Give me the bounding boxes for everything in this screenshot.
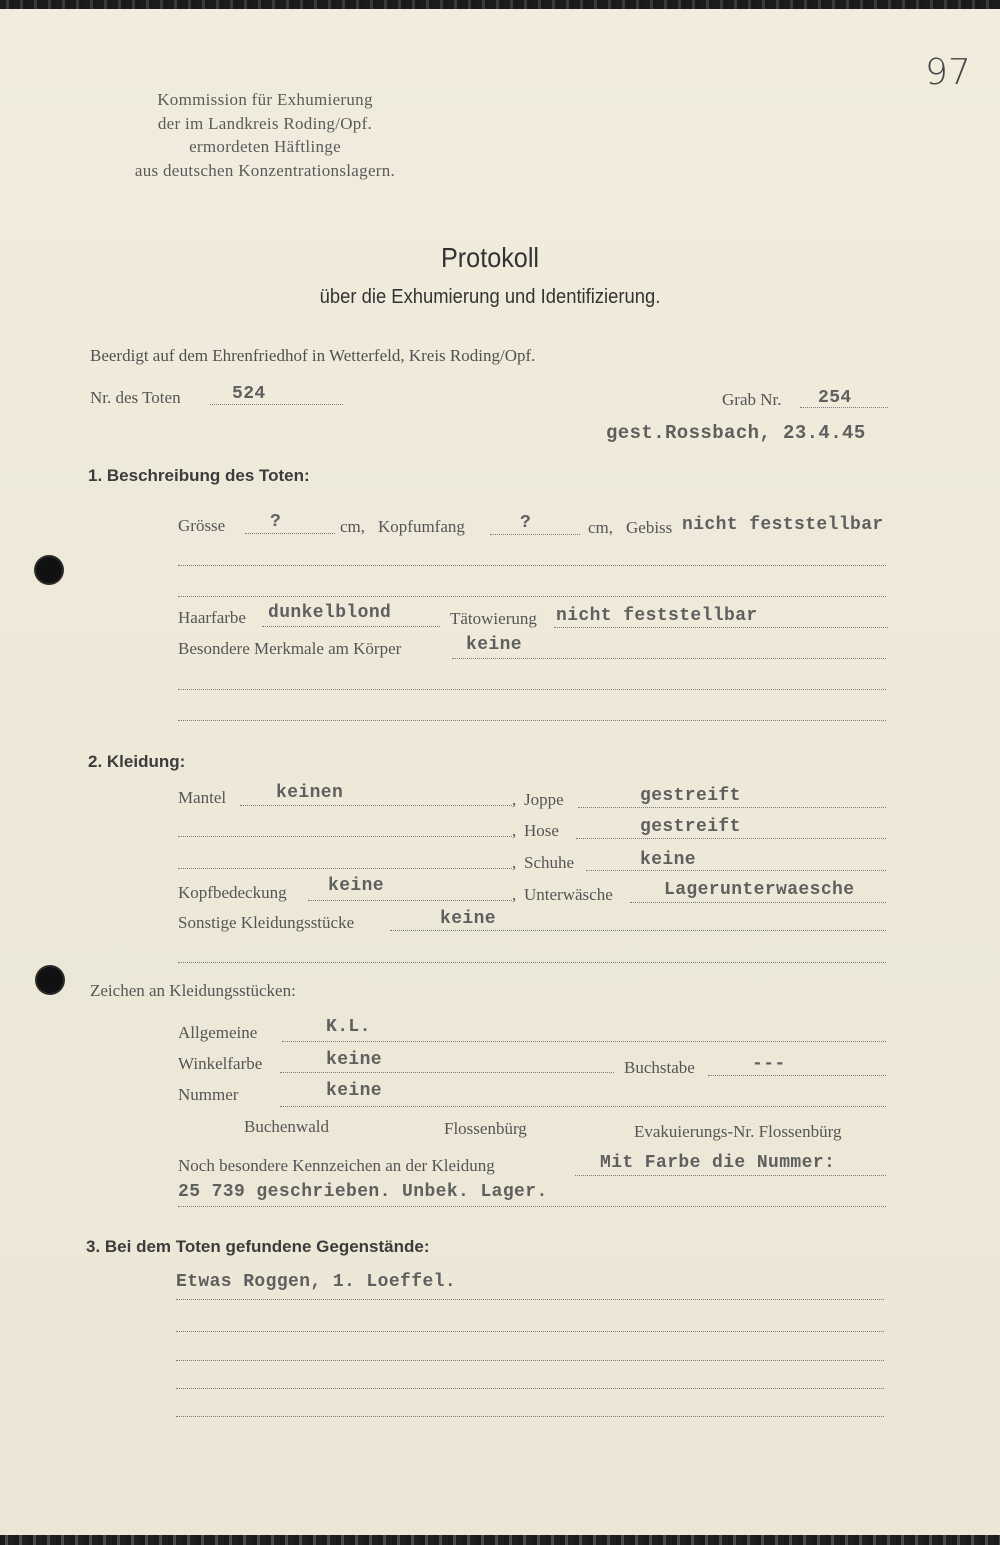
letter-label: Buchstabe [624, 1058, 695, 1077]
fill-line [176, 1299, 884, 1300]
fill-line [708, 1075, 886, 1076]
trousers-label: Hose [524, 821, 559, 840]
scan-border-bottom [0, 1535, 1000, 1545]
head-circumference-value: ? [520, 513, 532, 533]
commission-line: der im Landkreis Roding/Opf. [157, 113, 373, 133]
evacuation-number: Evakuierungs-Nr. Flossenbürg [634, 1122, 842, 1141]
fill-line [178, 689, 886, 690]
size-value: ? [270, 512, 282, 532]
fill-line [178, 720, 886, 721]
fill-line [245, 533, 335, 534]
scan-border-top [0, 0, 1000, 9]
underwear-value: Lagerunterwaesche [664, 880, 855, 900]
commission-header [105, 88, 425, 182]
death-note: gest.Rossbach, 23.4.45 [606, 422, 866, 444]
shoes-label: Schuhe [524, 853, 575, 872]
coat-label: Mantel [178, 788, 227, 807]
camp-flossenbuerg: Flossenbürg [444, 1119, 527, 1138]
letter-value: --- [752, 1054, 786, 1074]
fill-line [178, 1206, 886, 1207]
commission-line: ermordeten Häftlinge [189, 137, 341, 156]
fill-line [282, 1041, 886, 1042]
fill-line [178, 565, 886, 566]
fill-line [575, 1175, 886, 1176]
cm-unit: cm, [340, 517, 366, 536]
camp-buchenwald: Buchenwald [244, 1117, 329, 1136]
section-2-heading: 2. Kleidung: [88, 752, 186, 771]
fill-line [210, 404, 343, 405]
teeth-value: nicht feststellbar [682, 515, 884, 535]
jacket-label: Joppe [524, 790, 564, 809]
document-page: 97 Kommission für Exhumierung der im Landkreis Roding/Opf. ermordeten Häftlinge aus deutschen Konzentrationslagern. Protokoll über die Exhumierung und Identifizierung. Beerdigt auf dem Ehrenfriedhof in Wetterfeld, Kreis Roding/Opf. Nr. des Toten 524 Grab Nr. 254 gest.Rossbach, 23.4.45 1. Beschreibung des Toten: Grösse ? cm, Kopfumfang ? cm, Gebiss nicht feststellbar Haarfarbe dunkelblond Tätowierung nicht feststellbar Besondere Merkmale am Körper keine 2. Kleidung: Mantel keinen , Joppe gestreift , Hose gestreift , Schuhe keine Kopfbedeckung keine , Unterwäsche Lagerunterwaesche Sonstige Kleidungsstücke keine Zeichen an Kleidungsstücken: Allgemeine K.L. Winkelfarbe keine Buchstabe --- Nummer keine Buchenwald Flossenbürg Evakuierungs-Nr. Flossenbürg Noch besondere Kennzeichen an der Kleidung Mit Farbe die Nummer: 25 739 geschrieben. Unbek. Lager. 3. Bei dem Toten gefundene Gegenstände: Etwas Roggen, 1. Loeffel. [0, 0, 1000, 1545]
dead-number-value: 524 [232, 384, 266, 404]
fill-line [178, 868, 512, 869]
number-label: Nummer [178, 1085, 239, 1104]
fill-line [390, 930, 886, 931]
fill-line [176, 1388, 884, 1389]
fill-line [578, 807, 886, 808]
coat-value: keinen [276, 783, 344, 803]
marks-label: Besondere Merkmale am Körper [178, 639, 402, 658]
marks-on-clothing-heading: Zeichen an Kleidungsstücken: [90, 981, 296, 1000]
number-value: keine [326, 1081, 383, 1101]
commission-line: aus deutschen Konzentrationslagern. [134, 160, 396, 180]
hair-color-label: Haarfarbe [178, 608, 246, 627]
teeth-label: Gebiss [626, 518, 673, 537]
fill-line [178, 596, 886, 597]
fill-line [240, 805, 512, 806]
headwear-label: Kopfbedeckung [178, 883, 287, 902]
head-circumference-label: Kopfumfang [378, 517, 465, 536]
page-number: 97 [925, 52, 971, 93]
section-1-heading: 1. Beschreibung des Toten: [88, 466, 310, 485]
triangle-color-label: Winkelfarbe [178, 1054, 263, 1073]
punch-hole-icon [36, 557, 62, 583]
fill-line [630, 902, 886, 903]
fill-line [176, 1416, 884, 1417]
headwear-value: keine [328, 876, 385, 896]
shoes-value: keine [640, 850, 697, 870]
fill-line [490, 534, 580, 535]
triangle-color-value: keine [326, 1050, 383, 1070]
fill-line [280, 1072, 614, 1073]
fill-line [178, 962, 886, 963]
fill-line [586, 870, 886, 871]
fill-line [176, 1331, 884, 1332]
punch-hole-icon [37, 967, 63, 993]
tattoo-label: Tätowierung [450, 609, 537, 628]
fill-line [262, 626, 440, 627]
found-items-value: Etwas Roggen, 1. Loeffel. [176, 1272, 457, 1292]
underwear-label: Unterwäsche [524, 885, 613, 904]
fill-line [178, 836, 512, 837]
burial-place: Beerdigt auf dem Ehrenfriedhof in Wetterfeld, Kreis Roding/Opf. [90, 346, 536, 365]
other-clothing-value: keine [440, 909, 497, 929]
commission-line: Kommission für Exhumierung [157, 90, 373, 109]
section-3-heading: 3. Bei dem Toten gefundene Gegenstände: [86, 1237, 430, 1256]
fill-line [452, 658, 886, 659]
marks-value: keine [466, 635, 523, 655]
fill-line [176, 1360, 884, 1361]
fill-line [308, 900, 512, 901]
fill-line [576, 838, 886, 839]
grave-number-label: Grab Nr. [722, 390, 782, 409]
tattoo-value: nicht feststellbar [556, 606, 758, 626]
fill-line [554, 627, 888, 628]
document-subtitle: über die Exhumierung und Identifizierung. [319, 286, 661, 308]
special-marks-value-2: 25 739 geschrieben. Unbek. Lager. [178, 1182, 548, 1202]
grave-number-value: 254 [818, 388, 852, 408]
trousers-value: gestreift [640, 817, 741, 837]
cm-unit: cm, [588, 518, 614, 537]
general-label: Allgemeine [178, 1023, 258, 1042]
special-marks-value-1: Mit Farbe die Nummer: [600, 1153, 836, 1173]
jacket-value: gestreift [640, 786, 741, 806]
document-title: Protokoll [440, 242, 540, 273]
other-clothing-label: Sonstige Kleidungsstücke [178, 913, 355, 932]
size-label: Grösse [178, 516, 226, 535]
general-value: K.L. [326, 1017, 371, 1037]
dead-number-label: Nr. des Toten [90, 388, 181, 407]
special-marks-label: Noch besondere Kennzeichen an der Kleidung [178, 1156, 495, 1175]
hair-color-value: dunkelblond [268, 603, 392, 623]
fill-line [280, 1106, 886, 1107]
